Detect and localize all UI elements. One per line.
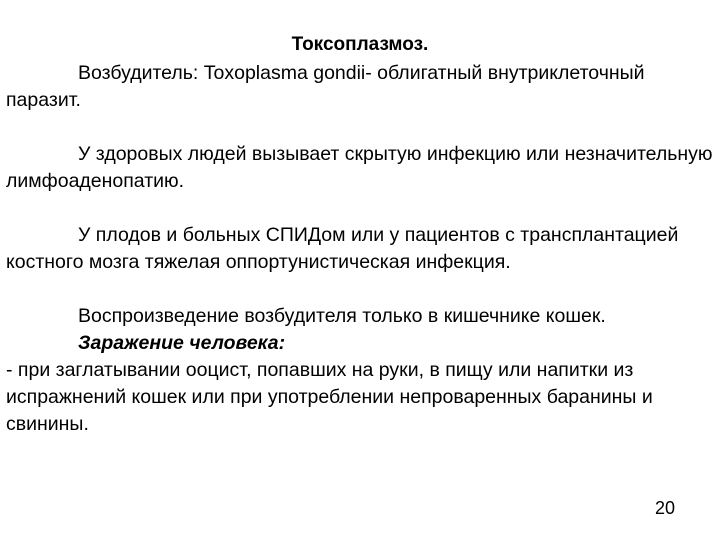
healthy-people-paragraph: У здоровых людей вызывает скрытую инфекцию или незначительную лимфоаденопатию. (6, 143, 713, 192)
reproduction-paragraph: Воспроизведение возбудителя только в кишечнике кошек. (78, 305, 606, 327)
pathogen-paragraph: Возбудитель: Toxoplasma gondii- облигатный внутриклеточный паразит. (6, 62, 645, 111)
slide-title: Токсоплазмоз. (291, 34, 429, 55)
paragraph-spacer (6, 276, 714, 303)
vulnerable-groups-paragraph: У плодов и больных СПИДом или у пациентов с трансплантацией костного мозга тяжелая оппортунистическая инфекция. (6, 224, 679, 273)
paragraph-spacer (6, 195, 714, 222)
paragraph-spacer (6, 114, 714, 141)
slide-body (6, 60, 714, 438)
page-number: 20 (655, 498, 676, 518)
infection-heading: Заражение человека: (78, 332, 286, 354)
infection-routes-paragraph: - при заглатывании ооцист, попавших на руки, в пищу или напитки из испражнений кошек или при употреблении непроваренных баранины и свинины. (6, 359, 653, 435)
